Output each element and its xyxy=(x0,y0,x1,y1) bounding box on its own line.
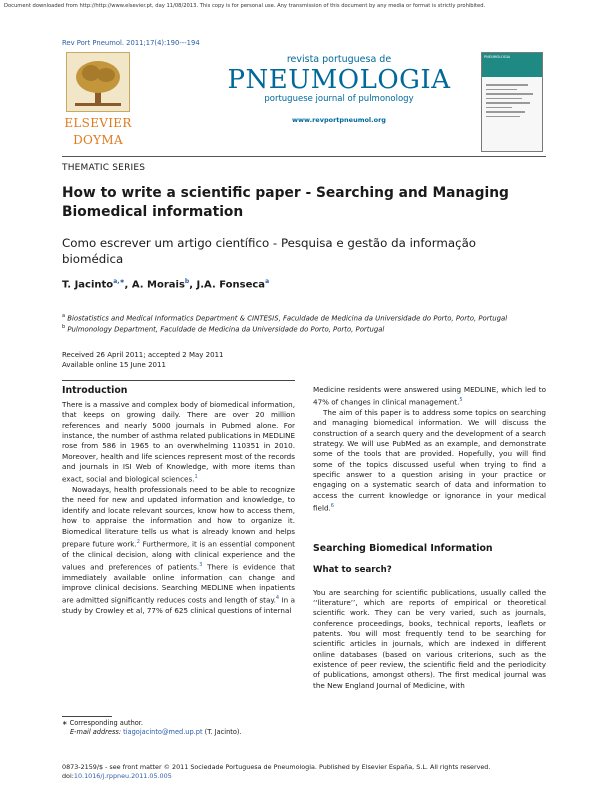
issn-line: 0873-2159/$ - see front matter © 2011 Sociedade Portuguesa de Pneumologia. Published by Elsevier España, S.L. All rights reserved. xyxy=(62,763,491,771)
reference-link[interactable]: 2 xyxy=(136,538,140,545)
reference-link[interactable]: 1 xyxy=(194,474,198,481)
paragraph: The aim of this paper is to address some topics on searching and managing biomedical information. We will discuss the construction of a search query and the development of a search strategy. We will use PubMed as an example, and demonstrate some of the tools that are provided. Hopefully, you will find some of the topics discussed useful when trying to find a specific answer to a question arising in your practice or engaging on a systematic search of data and information to access the current knowledge or ignorance in your medical field.$^6$ xyxy=(313,408,546,513)
journal-url-link[interactable]: www.revportpneumol.org xyxy=(292,116,386,124)
elsevier-tree-icon xyxy=(66,52,130,112)
article-dates xyxy=(62,350,223,370)
intro-rule xyxy=(62,380,295,381)
section-heading: Searching Biomedical Information xyxy=(313,542,493,554)
footnote-rule xyxy=(62,716,112,717)
received-date: Received 26 April 2011; accepted 2 May 2011 xyxy=(62,351,224,359)
author-name: T. Jacinto xyxy=(62,279,114,291)
author-name: J.A. Fonseca xyxy=(196,279,266,291)
right-column xyxy=(313,385,546,691)
journal-masthead xyxy=(209,54,469,124)
journal-name-main: PNEUMOLOGIA xyxy=(227,65,451,95)
affiliation-a: $^a$ Biostatistics and Medical Informatics Department & CINTESIS, Faculdade de Medicina da Universidade do Porto, Porto, Portugal xyxy=(62,313,508,323)
journal-citation[interactable]: Rev Port Pneumol. 2011;17(4):190---194 xyxy=(62,39,200,47)
publisher-name: ELSEVIER xyxy=(64,116,132,130)
author-name: A. Morais xyxy=(131,279,185,291)
paragraph: There is a massive and complex body of biomedical information, that keeps on growing daily. There are over 20 million references and nearly 5000 journals in Pubmed alone. For instance, the number of asthma related publications in MEDLINE rose from 586 in 1965 to an overwhelming 110351 in 2010. Moreover, health and life sciences represent most of the records and journals in ISI Web of Knowledge, with more items than exact, social and biological sciences.$^1$ xyxy=(62,400,295,484)
publisher-name-2: DOYMA xyxy=(73,133,123,147)
author-affiliation-link[interactable]: a xyxy=(265,278,270,285)
author-list: T. Jacinto$^{a,∗}$, A. Morais$^b$, J.A. Fonseca$^a$ xyxy=(62,278,270,291)
journal-cover-thumbnail xyxy=(481,52,543,152)
series-label: THEMATIC SERIES xyxy=(62,163,146,173)
elsevier-doyma-logo xyxy=(58,52,138,147)
available-date: Available online 15 June 2011 xyxy=(62,361,166,369)
author-affiliation-link[interactable]: a,∗ xyxy=(113,278,125,285)
reference-link[interactable]: 3 xyxy=(199,561,203,568)
journal-name-sub: portuguese journal of pulmonology xyxy=(264,94,414,104)
footnote: ∗ Corresponding author. E-mail address: tiagojacinto@med.up.pt (T. Jacinto). xyxy=(62,719,302,737)
cover-band: PNEUMOLOGIA xyxy=(482,53,542,77)
copyright-footer: 0873-2159/$ - see front matter © 2011 Sociedade Portuguesa de Pneumologia. Published by Elsevier España, S.L. All rights reserved. doi:10.1016/j.rppneu.2011.05.005 xyxy=(62,763,546,781)
author-affiliation-link[interactable]: b xyxy=(184,278,190,285)
article-title-portuguese: Como escrever um artigo científico - Pesquisa e gestão da informação biomédica xyxy=(62,236,477,266)
paragraph: You are searching for scientific publications, usually called the ‘‘literature’’, which are reports of empirical or theoretical scientific work. They can be very varied, such as journals, conference proceedings, books, technical reports, leaflets or patents. You will most frequently tend to be searching for scientific articles in journals, which are indexed in different online databases (based on various criterions, such as the existence of peer review, the scientific field and the periodicity of publications, amongst others). The first medical journal was the New England Journal of Medicine, with xyxy=(313,587,546,690)
paragraph: Nowadays, health professionals need to be able to recognize the need for new and updated information and knowledge, to identify and locate relevant sources, know how to access them, how to appraise the information and how to organize it. Biomedical literature tells us what is already known and helps prepare future work.$^2$ Furthermore, it is an essential component of the clinical decision, along with clinical experience and the values and preferences of patients.$^3$ There is evidence that immediately available online information can change and improve clinical decisions. Searching MEDLINE when inpatients are admitted significantly reduces costs and length of stay.$^4$ In a study by Crowley et al, 77% of 625 clinical questions of internal xyxy=(62,485,296,616)
doi-link[interactable]: 10.1016/j.rppneu.2011.05.005 xyxy=(73,772,172,780)
left-column xyxy=(62,400,295,616)
corresponding-author: ∗ Corresponding author. xyxy=(62,719,144,727)
journal-name-top: revista portuguesa de xyxy=(286,54,392,65)
reference-link[interactable]: 4 xyxy=(275,595,280,602)
article-title: How to write a scientific paper - Searching and Managing Biomedical information xyxy=(62,185,509,220)
subsection-heading: What to search? xyxy=(313,565,392,576)
reference-link[interactable]: 5 xyxy=(459,397,463,404)
email-link[interactable]: tiagojacinto@med.up.pt xyxy=(123,728,203,736)
header-divider xyxy=(62,156,546,157)
paragraph: Medicine residents were answered using MEDLINE, which led to 47% of changes in clinical management.$^5$ xyxy=(313,385,546,407)
affiliation-b: $^b$ Pulmonology Department, Faculdade de Medicina da Universidade do Porto, Porto, Portugal xyxy=(62,324,385,334)
reference-link[interactable]: 6 xyxy=(330,503,334,510)
introduction-heading: Introduction xyxy=(62,385,128,396)
download-notice: Document downloaded from http://http://www.elsevier.pt, day 11/08/2013. This copy is for personal use. Any transmission of this document by any media or format is strictly prohibited. xyxy=(4,3,486,9)
